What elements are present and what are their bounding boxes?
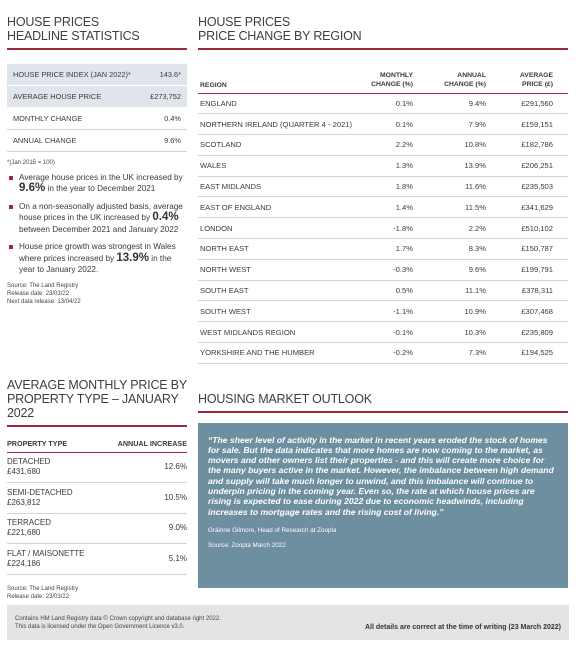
headline-row-label: MONTHLY CHANGE bbox=[13, 113, 83, 123]
col-header-annual-line1: ANNUAL bbox=[457, 71, 486, 79]
headline-row-hpi bbox=[7, 64, 187, 86]
region-row bbox=[198, 301, 568, 322]
region-name: WALES bbox=[200, 161, 227, 171]
property-type-title-line2: PROPERTY TYPE – JANUARY 2022 bbox=[7, 392, 179, 420]
region-average-price: £291,560 bbox=[521, 98, 553, 108]
outlook-section bbox=[198, 392, 568, 588]
region-average-price: £378,311 bbox=[521, 286, 553, 296]
property-type-cell bbox=[7, 518, 51, 538]
region-average-price: £182,786 bbox=[521, 140, 553, 150]
property-type-increase: 5.1% bbox=[168, 553, 187, 563]
col-header-annual-line2: CHANGE (%) bbox=[444, 80, 486, 88]
region-monthly-change: -0.3% bbox=[393, 265, 413, 275]
outlook-quote: “The sheer level of activity in the market in recent years eroded the stock of homes for sale. But the data indicates that more homes are now coming to the market, as movers and other owners list their properties - and this will create more choice for the many buyers active in the market. However, the imbalance between high demand and supply will take much longer to unwind, and this imbalance will continue to underpin pricing in the coming year. Even so, the rate at which house prices are rising is expected to ease during 2022 due to economic headwinds, including increases to mortgage rates and the rising cost of living.” bbox=[208, 434, 554, 517]
region-annual-change: 7.3% bbox=[468, 348, 486, 358]
headline-row-value: 9.6% bbox=[164, 135, 181, 145]
headline-row-label: ANNUAL CHANGE bbox=[13, 135, 77, 145]
bullet-text: On a non-seasonally adjusted basis, average house prices in the UK increased by bbox=[19, 201, 183, 222]
region-average-price: £235,503 bbox=[521, 182, 553, 192]
col-header-property-type: PROPERTY TYPE bbox=[7, 438, 68, 448]
region-title-line1: HOUSE PRICES bbox=[198, 15, 291, 29]
col-header-annual-increase: ANNUAL INCREASE bbox=[117, 438, 187, 448]
region-row bbox=[198, 218, 568, 239]
bullet-highlight: 13.9% bbox=[116, 251, 149, 264]
headline-row-average-price bbox=[7, 86, 187, 108]
region-name: NORTHERN IRELAND (QUARTER 4 - 2021) bbox=[200, 119, 353, 129]
bullet-item bbox=[7, 201, 187, 236]
region-row bbox=[198, 260, 568, 281]
region-annual-change: 8.3% bbox=[468, 244, 486, 254]
property-type-source: Source: The Land Registry bbox=[7, 585, 79, 592]
bullet-text: House price growth was strongest in Wales where prices increased by bbox=[19, 242, 176, 263]
region-average-price: £150,787 bbox=[521, 244, 553, 254]
property-type-row bbox=[7, 514, 187, 545]
headline-next-release: Next data release: 13/04/22 bbox=[7, 298, 81, 305]
region-title-line2: PRICE CHANGE BY REGION bbox=[198, 29, 362, 43]
property-type-price: £224,186 bbox=[7, 558, 41, 568]
property-type-cell bbox=[7, 549, 85, 569]
region-annual-change: 7.9% bbox=[468, 119, 486, 129]
headline-row-label: AVERAGE HOUSE PRICE bbox=[13, 91, 102, 101]
region-annual-change: 10.8% bbox=[464, 140, 486, 150]
property-type-price: £431,680 bbox=[7, 467, 41, 477]
bullet-text: between December 2021 and January 2022 bbox=[19, 224, 179, 234]
property-type-release-date: Release date: 23/03/22 bbox=[7, 593, 70, 600]
bullet-text: in the year to December 2021 bbox=[45, 184, 156, 193]
bullet-text: Average house prices in the UK increased by bbox=[19, 172, 183, 182]
region-title-rule bbox=[198, 48, 568, 50]
region-annual-change: 11.1% bbox=[465, 286, 486, 296]
region-average-price: £510,102 bbox=[521, 223, 553, 233]
region-monthly-change: 1.7% bbox=[395, 244, 413, 254]
footer-copyright bbox=[15, 615, 221, 631]
region-average-price: £307,468 bbox=[521, 306, 553, 316]
region-monthly-change: 1.3% bbox=[395, 161, 413, 171]
property-type-source-block bbox=[7, 585, 187, 601]
property-type-increase: 12.6% bbox=[164, 462, 187, 472]
region-row bbox=[198, 239, 568, 260]
region-name: YORKSHIRE AND THE HUMBER bbox=[200, 348, 315, 358]
property-type-name: TERRACED bbox=[7, 518, 52, 528]
region-row bbox=[198, 177, 568, 198]
region-monthly-change: 0.1% bbox=[395, 98, 413, 108]
region-annual-change: 2.2% bbox=[468, 223, 486, 233]
property-type-price: £221,680 bbox=[7, 528, 41, 538]
bullet-text: in the year to January 2022. bbox=[19, 253, 172, 274]
region-name: NORTH EAST bbox=[200, 244, 249, 254]
hpi-footnote: *(Jan 2015 = 100) bbox=[7, 159, 55, 166]
region-name: ENGLAND bbox=[200, 98, 237, 108]
region-monthly-change: 2.2% bbox=[395, 140, 413, 150]
property-type-title-line1: AVERAGE MONTHLY PRICE BY bbox=[7, 378, 187, 392]
region-average-price: £235,809 bbox=[521, 327, 553, 337]
property-type-row bbox=[7, 453, 187, 484]
region-row bbox=[198, 322, 568, 343]
region-annual-change: 9.6% bbox=[468, 265, 486, 275]
outlook-quote-source: Source: Zoopla March 2022 bbox=[208, 541, 286, 549]
col-header-region: REGION bbox=[200, 81, 227, 89]
col-header-annual bbox=[413, 71, 486, 89]
region-row bbox=[198, 281, 568, 302]
region-annual-change: 10.3% bbox=[464, 327, 486, 337]
region-average-price: £199,791 bbox=[521, 265, 553, 275]
property-type-table-header bbox=[7, 439, 187, 453]
region-name: EAST MIDLANDS bbox=[200, 182, 262, 192]
bullet-item bbox=[7, 172, 187, 195]
property-type-price: £263,812 bbox=[7, 497, 41, 507]
region-row bbox=[198, 343, 568, 364]
region-monthly-change: 0.1% bbox=[395, 119, 413, 129]
region-row bbox=[198, 156, 568, 177]
col-header-average-line2: PRICE (£) bbox=[522, 80, 553, 88]
region-annual-change: 10.9% bbox=[464, 306, 486, 316]
outlook-title-rule bbox=[198, 411, 568, 413]
headline-title-line2: HEADLINE STATISTICS bbox=[7, 29, 140, 43]
col-header-average bbox=[486, 71, 555, 89]
region-table-header bbox=[198, 60, 568, 94]
property-type-table bbox=[7, 439, 187, 575]
outlook-title: HOUSING MARKET OUTLOOK bbox=[198, 392, 372, 406]
outlook-quote-author: Gráinne Gilmore, Head of Research at Zoopla bbox=[208, 526, 337, 534]
region-annual-change: 11.5% bbox=[465, 202, 486, 212]
region-name: SOUTH EAST bbox=[200, 286, 249, 296]
region-table bbox=[198, 60, 568, 364]
region-monthly-change: -0.1% bbox=[393, 327, 413, 337]
region-section bbox=[198, 15, 568, 364]
property-type-increase: 10.5% bbox=[164, 492, 187, 502]
footer-disclaimer: All details are correct at the time of writing (23 March 2022) bbox=[364, 624, 561, 631]
footer bbox=[7, 605, 569, 640]
region-name: SCOTLAND bbox=[200, 140, 242, 150]
region-average-price: £159,151 bbox=[521, 119, 553, 129]
headline-source-block bbox=[7, 282, 187, 306]
region-average-price: £194,525 bbox=[521, 348, 553, 358]
region-average-price: £341,629 bbox=[521, 202, 553, 212]
headline-bullets bbox=[7, 172, 187, 276]
property-type-section bbox=[7, 378, 187, 601]
headline-row-value: 0.4% bbox=[164, 113, 181, 123]
bullet-highlight: 9.6% bbox=[19, 182, 46, 194]
bullet-highlight: 0.4% bbox=[152, 211, 179, 223]
region-monthly-change: 1.8% bbox=[395, 182, 413, 192]
col-header-monthly-line2: CHANGE (%) bbox=[371, 80, 413, 88]
col-header-monthly-line1: MONTHLY bbox=[380, 71, 413, 79]
region-average-price: £206,251 bbox=[521, 161, 553, 171]
headline-statistics-section bbox=[7, 15, 187, 306]
property-type-name: FLAT / MAISONETTE bbox=[7, 548, 85, 558]
region-name: LONDON bbox=[200, 223, 233, 233]
headline-row-annual-change bbox=[7, 130, 187, 152]
region-name: EAST OF ENGLAND bbox=[200, 202, 272, 212]
property-type-title-rule bbox=[7, 425, 187, 427]
region-row bbox=[198, 94, 568, 115]
headline-source: Source: The Land Registry bbox=[7, 282, 79, 289]
headline-table bbox=[7, 64, 187, 152]
headline-title-rule bbox=[7, 48, 187, 50]
property-type-cell bbox=[7, 488, 73, 508]
region-annual-change: 13.9% bbox=[464, 161, 486, 171]
col-header-monthly bbox=[355, 71, 413, 89]
region-row bbox=[198, 135, 568, 156]
headline-row-label: HOUSE PRICE INDEX (JAN 2022)* bbox=[13, 69, 131, 79]
region-name: SOUTH WEST bbox=[200, 306, 251, 316]
region-monthly-change: -1.8% bbox=[393, 223, 413, 233]
region-annual-change: 9.4% bbox=[468, 98, 486, 108]
region-monthly-change: 1.4% bbox=[395, 202, 413, 212]
headline-title-line1: HOUSE PRICES bbox=[7, 15, 100, 29]
headline-row-value: 143.6* bbox=[159, 69, 181, 79]
property-type-cell bbox=[7, 457, 50, 477]
bullet-item bbox=[7, 241, 187, 276]
property-type-row bbox=[7, 544, 187, 575]
region-row bbox=[198, 114, 568, 135]
region-name: NORTH WEST bbox=[200, 265, 251, 275]
headline-release-date: Release date: 23/03/22 bbox=[7, 290, 70, 297]
col-header-average-line1: AVERAGE bbox=[519, 71, 553, 79]
headline-row-monthly-change bbox=[7, 108, 187, 130]
region-annual-change: 11.6% bbox=[465, 182, 486, 192]
region-name: WEST MIDLANDS REGION bbox=[200, 327, 296, 337]
region-monthly-change: -1.1% bbox=[393, 306, 413, 316]
headline-row-value: £273,752 bbox=[150, 91, 181, 101]
region-monthly-change: -0.2% bbox=[393, 348, 413, 358]
region-row bbox=[198, 197, 568, 218]
outlook-quote-box bbox=[198, 423, 568, 588]
property-type-row bbox=[7, 483, 187, 514]
footer-copyright-line2: This data is licensed under the Open Government Licence v3.0. bbox=[15, 623, 185, 630]
property-type-name: SEMI-DETACHED bbox=[7, 487, 73, 497]
region-monthly-change: 0.5% bbox=[395, 286, 413, 296]
property-type-name: DETACHED bbox=[7, 457, 51, 467]
property-type-increase: 9.0% bbox=[168, 523, 187, 533]
footer-copyright-line1: Contains HM Land Registry data © Crown copyright and database right 2022. bbox=[15, 615, 221, 622]
